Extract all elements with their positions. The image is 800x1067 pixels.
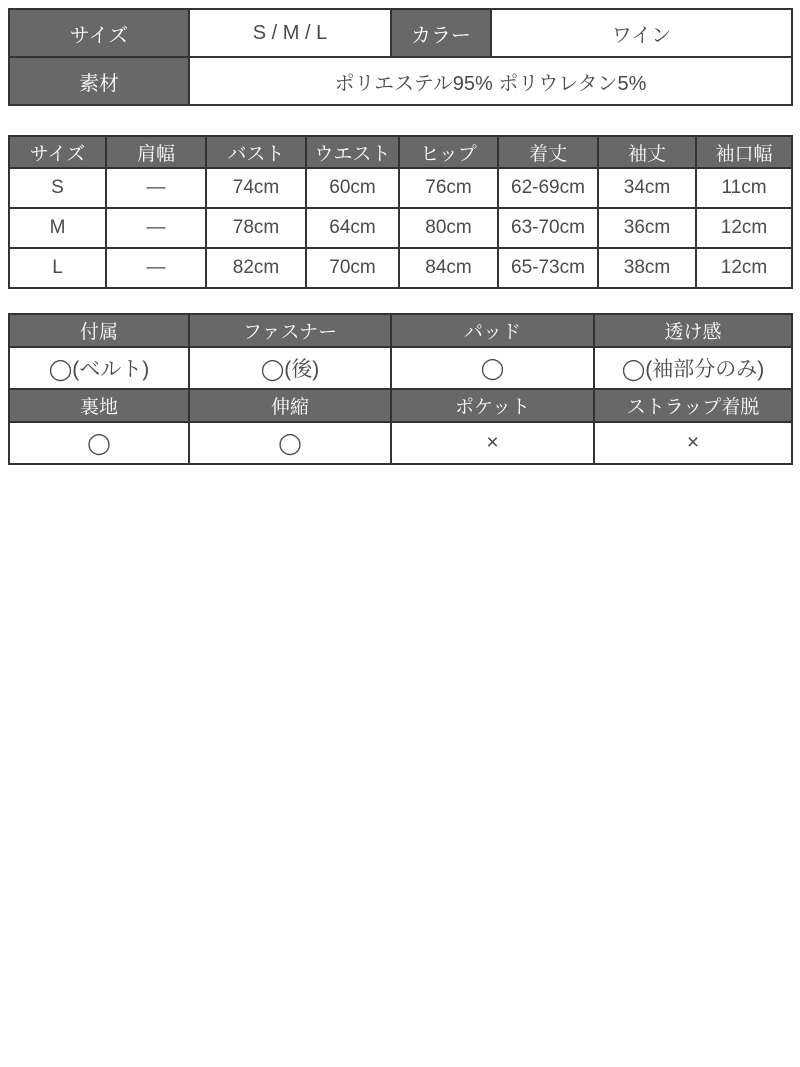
col-header-length: 着丈	[498, 136, 598, 168]
color-value-cell: ワイン	[491, 9, 792, 57]
measurements-table	[8, 135, 793, 289]
table-cell: ―	[106, 168, 206, 208]
feature-value-strap: ×	[594, 422, 792, 464]
feature-header-pad: パッド	[391, 314, 594, 347]
feature-header-fastener: ファスナー	[189, 314, 391, 347]
table-cell: ―	[106, 248, 206, 288]
table-cell: M	[9, 208, 106, 248]
features-header-row-1	[9, 314, 792, 347]
table-cell: 11cm	[696, 168, 792, 208]
table-cell: 12cm	[696, 248, 792, 288]
feature-value-stretch: ◯	[189, 422, 391, 464]
features-value-row-1	[9, 347, 792, 389]
table-cell: ―	[106, 208, 206, 248]
table-cell: 76cm	[399, 168, 498, 208]
feature-header-lining: 裏地	[9, 389, 189, 422]
table-cell: 34cm	[598, 168, 696, 208]
feature-header-accessory: 付属	[9, 314, 189, 347]
feature-value-pad: ◯	[391, 347, 594, 389]
feature-header-strap: ストラップ着脱	[594, 389, 792, 422]
material-label-cell: 素材	[9, 57, 189, 105]
table-cell: 84cm	[399, 248, 498, 288]
table-cell: 70cm	[306, 248, 399, 288]
measurements-header-row	[9, 136, 792, 168]
measurements-row-s	[9, 168, 792, 208]
spec-table	[8, 8, 793, 106]
table-cell: 74cm	[206, 168, 306, 208]
size-value-cell: S / M / L	[189, 9, 391, 57]
feature-value-lining: ◯	[9, 422, 189, 464]
table-cell: L	[9, 248, 106, 288]
table-cell: 64cm	[306, 208, 399, 248]
table-cell: 80cm	[399, 208, 498, 248]
table-cell: S	[9, 168, 106, 208]
col-header-size: サイズ	[9, 136, 106, 168]
col-header-waist: ウエスト	[306, 136, 399, 168]
size-label-cell: サイズ	[9, 9, 189, 57]
feature-value-accessory: ◯(ベルト)	[9, 347, 189, 389]
spec-row-material	[9, 57, 792, 105]
table-cell: 60cm	[306, 168, 399, 208]
spec-row-size-color	[9, 9, 792, 57]
feature-value-sheerness: ◯(袖部分のみ)	[594, 347, 792, 389]
measurements-row-m	[9, 208, 792, 248]
table-cell: 82cm	[206, 248, 306, 288]
table-cell: 65-73cm	[498, 248, 598, 288]
feature-header-pocket: ポケット	[391, 389, 594, 422]
table-cell: 78cm	[206, 208, 306, 248]
col-header-cuff: 袖口幅	[696, 136, 792, 168]
features-value-row-2	[9, 422, 792, 464]
table-cell: 63-70cm	[498, 208, 598, 248]
feature-header-stretch: 伸縮	[189, 389, 391, 422]
table-cell: 36cm	[598, 208, 696, 248]
table-cell: 12cm	[696, 208, 792, 248]
col-header-shoulder: 肩幅	[106, 136, 206, 168]
col-header-sleeve: 袖丈	[598, 136, 696, 168]
features-table	[8, 313, 793, 465]
color-label-cell: カラー	[391, 9, 491, 57]
table-cell: 62-69cm	[498, 168, 598, 208]
feature-header-sheerness: 透け感	[594, 314, 792, 347]
table-cell: 38cm	[598, 248, 696, 288]
material-value-cell: ポリエステル95% ポリウレタン5%	[189, 57, 792, 105]
measurements-row-l	[9, 248, 792, 288]
feature-value-fastener: ◯(後)	[189, 347, 391, 389]
col-header-bust: バスト	[206, 136, 306, 168]
col-header-hip: ヒップ	[399, 136, 498, 168]
features-header-row-2	[9, 389, 792, 422]
feature-value-pocket: ×	[391, 422, 594, 464]
